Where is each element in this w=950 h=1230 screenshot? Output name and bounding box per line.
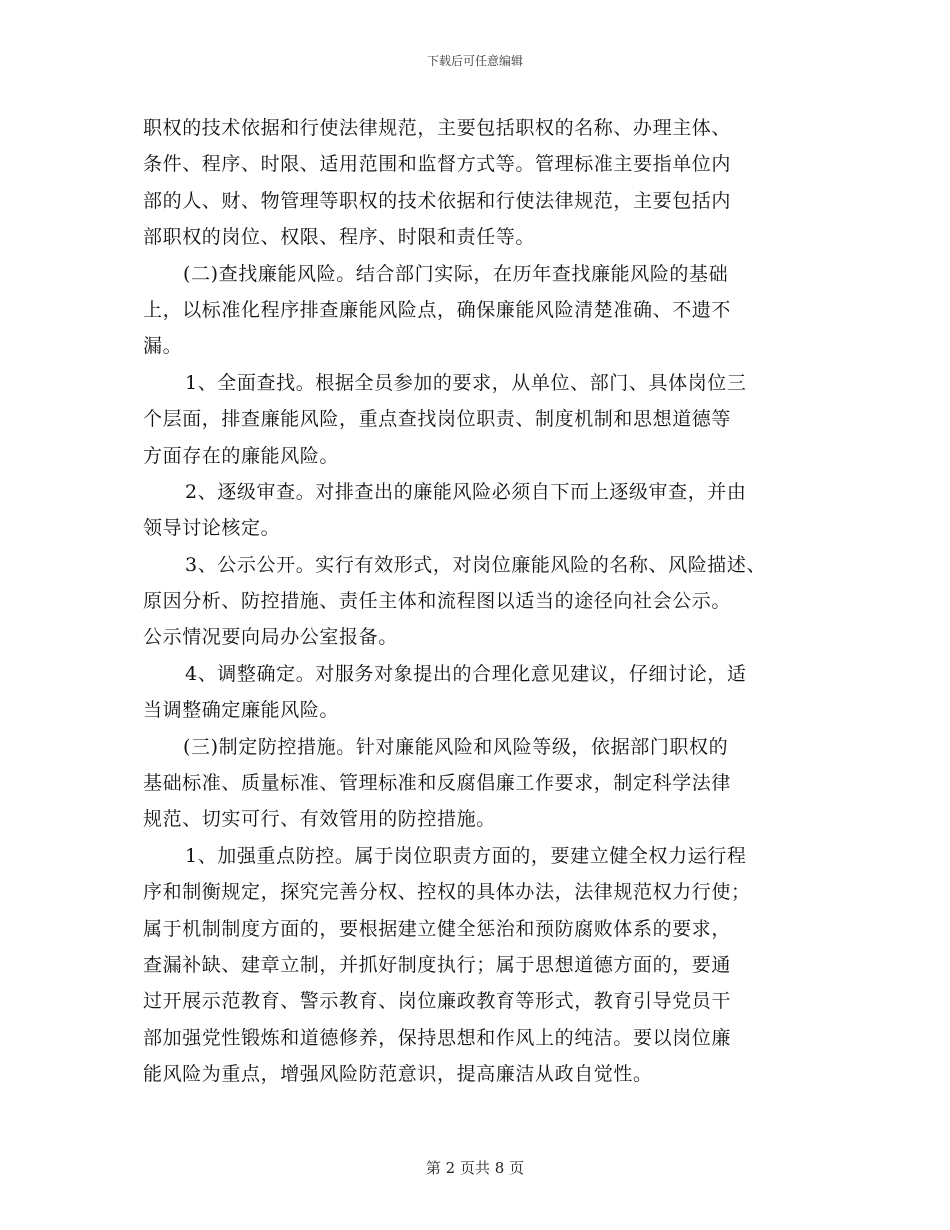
text-line: 规范、切实可行、有效管用的防控措施。 <box>143 808 496 831</box>
text-line: 漏。 <box>143 335 183 358</box>
list-item-heading: 1、加强重点防控。属于岗位职责方面的，要建立健全权力运行程 <box>185 844 747 867</box>
text-line: 上，以标准化程序排查廉能风险点，确保廉能风险清楚准确、不遗不 <box>143 298 732 321</box>
text-line: 基础标准、质量标准、管理标准和反腐倡廉工作要求，制定科学法律 <box>143 772 732 795</box>
list-item-heading: 1、全面查找。根据全员参加的要求，从单位、部门、具体岗位三 <box>185 371 747 394</box>
text-line: 序和制衡规定，探究完善分权、控权的具体办法，法律规范权力行使； <box>143 881 751 904</box>
section-heading: (三)制定防控措施。针对廉能风险和风险等级，依据部门职权的 <box>183 735 729 758</box>
text-line: 领导讨论核定。 <box>143 517 281 540</box>
list-item-heading: 2、逐级审查。对排查出的廉能风险必须自下而上逐级审查，并由 <box>185 480 747 503</box>
page-header: 下载后可任意编辑 <box>426 54 523 68</box>
text-line: 个层面，排查廉能风险，重点查找岗位职责、制度机制和思想道德等 <box>143 408 732 431</box>
text-line: 职权的技术依据和行使法律规范，主要包括职权的名称、办理主体、 <box>143 117 732 139</box>
text-line: 部的人、财、物管理等职权的技术依据和行使法律规范，主要包括内 <box>143 189 732 212</box>
list-item-heading: 4、调整确定。对服务对象提出的合理化意见建议，仔细讨论，适 <box>185 662 747 685</box>
text-line: 原因分析、防控措施、责任主体和流程图以适当的途径向社会公示。 <box>143 590 732 613</box>
text-line: 能风险为重点，增强风险防范意识，提高廉洁从政自觉性。 <box>143 1063 653 1086</box>
text-line: 条件、程序、时限、适用范围和监督方式等。管理标准主要指单位内 <box>143 153 732 176</box>
text-line: 过开展示范教育、警示教育、岗位廉政教育等形式，教育引导党员干 <box>143 990 732 1013</box>
text-line: 部职权的岗位、权限、程序、时限和责任等。 <box>143 226 536 249</box>
text-line: 方面存在的廉能风险。 <box>143 444 340 467</box>
text-line: 查漏补缺、建章立制，并抓好制度执行；属于思想道德方面的，要通 <box>143 953 732 976</box>
list-item-heading: 3、公示公开。实行有效形式，对岗位廉能风险的名称、风险描述、 <box>185 553 767 576</box>
document-body <box>143 110 813 1093</box>
text-line: 当调整确定廉能风险。 <box>143 699 340 722</box>
page-number: 第 2 页共 8 页 <box>425 1159 525 1177</box>
text-line: 部加强党性锻炼和道德修养，保持思想和作风上的纯洁。要以岗位廉 <box>143 1026 732 1049</box>
text-line: 属于机制制度方面的，要根据建立健全惩治和预防腐败体系的要求， <box>143 917 732 940</box>
section-heading: (二)查找廉能风险。结合部门实际，在历年查找廉能风险的基础 <box>183 262 729 285</box>
text-line: 公示情况要向局办公室报备。 <box>143 626 398 649</box>
